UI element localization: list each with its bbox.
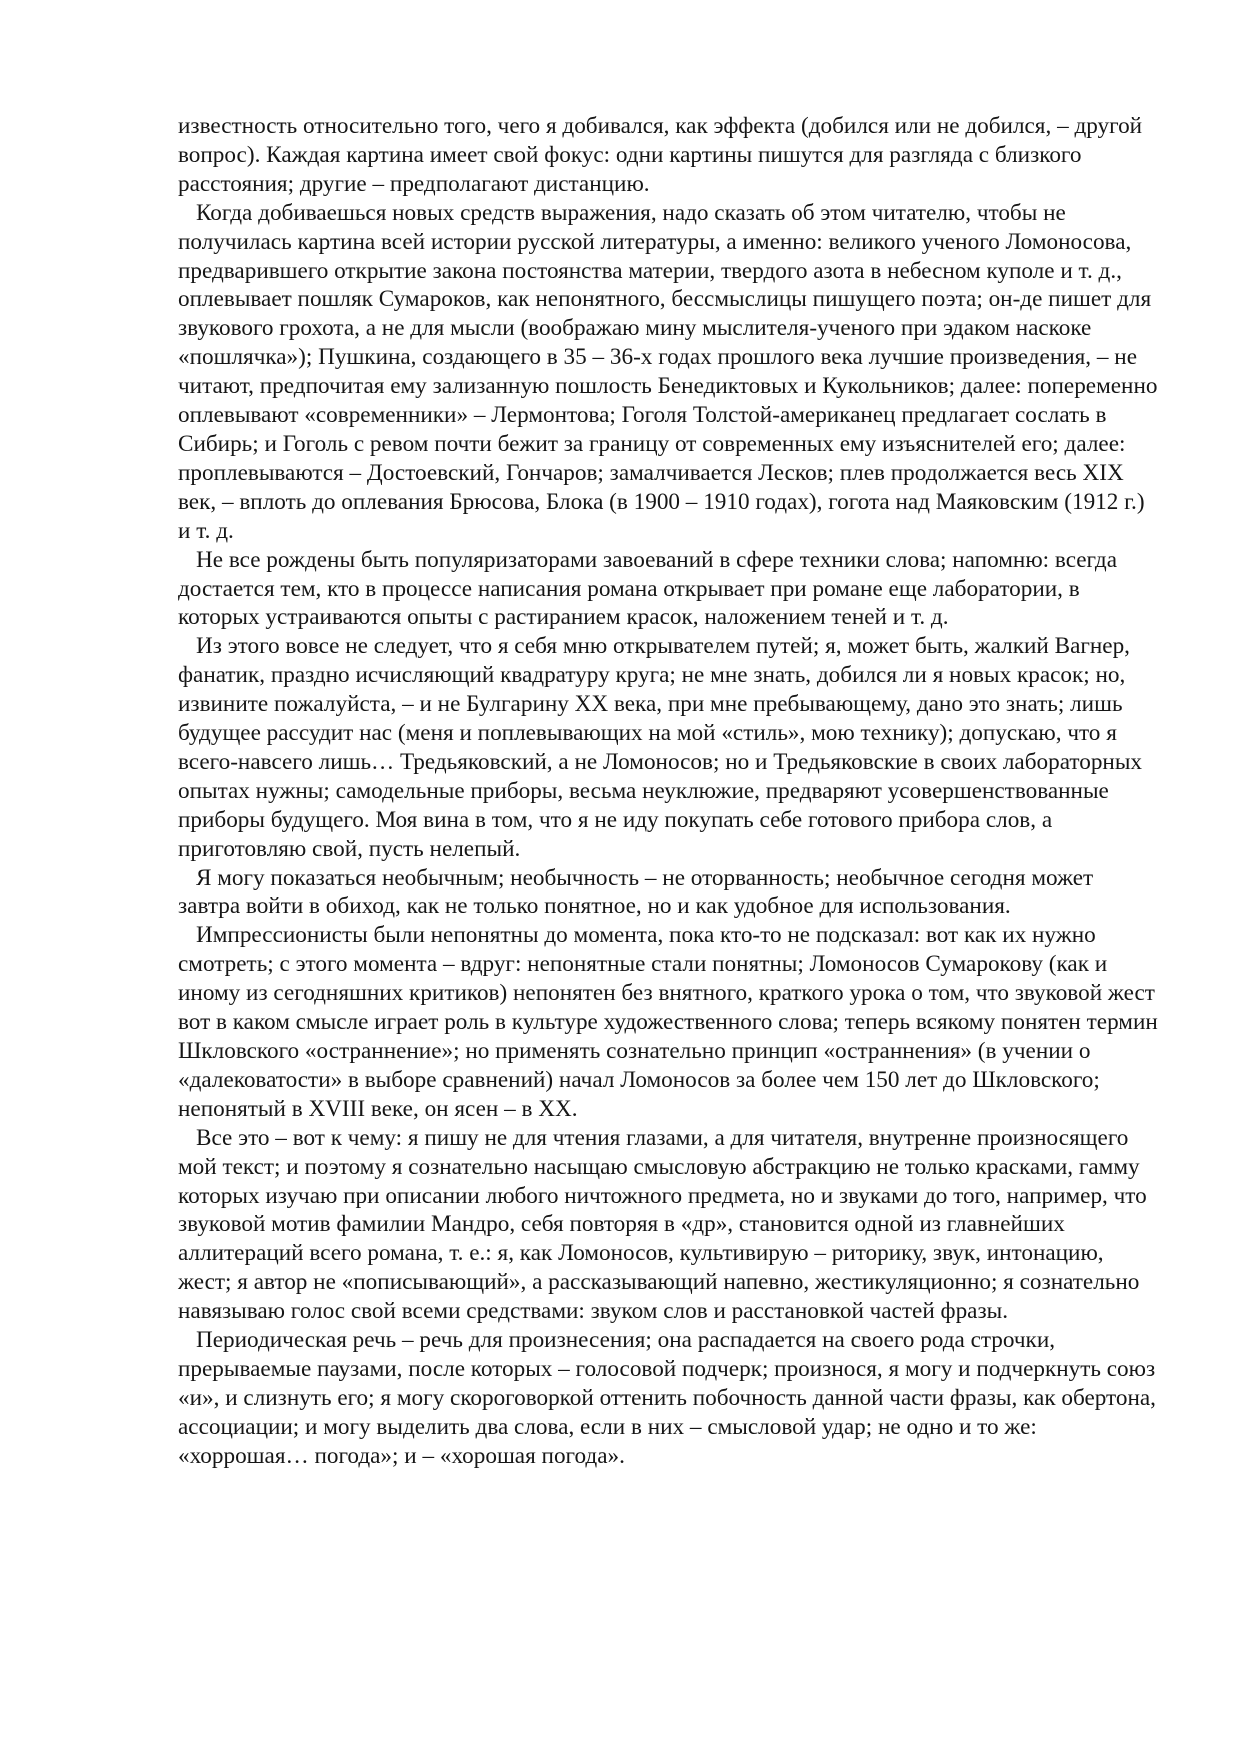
paragraph: Я могу показаться необычным; необычность – не оторванность; необычное сегодня может завтра войти в обиход, как не только понятное, но и как удобное для использования. bbox=[178, 864, 1094, 920]
paragraph: Все это – вот к чему: я пишу не для чтения глазами, а для читателя, внутренне произносящего мой текст; и поэтому я сознательно насыщаю смысловую абстракцию не только красками, гамму которых изучаю при описании любого ничтожного предмета, но и звуками до того, например, что звуковой мотив фамилии Мандро, себя повторяя в «др», становится одной из главнейших аллитераций всего романа, т. е.: я, как Ломоносов, культивирую – риторику, звук, интонацию, жест; я автор не «пописывающий», а рассказывающий напевно, жестикуляционно; я сознательно навязываю голос свой всеми средствами: звуком слов и расстановкой частей фразы. bbox=[178, 1124, 1147, 1325]
paragraph: Периодическая речь – речь для произнесения; она распадается на своего рода строчки, прерываемые паузами, после которых – голосовой подчерк; произнося, я могу и подчеркнуть союз «и», и слизнуть его; я могу скороговоркой оттенить побочность данной части фразы, как обертона, ассоциации; и могу выделить два слова, если в них – смысловой удар; не одно и то же: «хоррошая… погода»; и – «хорошая погода». bbox=[178, 1327, 1156, 1469]
paragraph: Когда добиваешься новых средств выражения, надо сказать об этом читателю, чтобы не получилась картина всей истории русской литературы, а именно: великого ученого Ломоносова, предварившего открытие закона постоянства материи, твердого азота в небесном куполе и т. д., оплевывает пошляк Сумароков, как непонятного, бессмыслицы пишущего поэта; он-де пишет для звукового грохота, а не для мысли (воображаю мину мыслителя-ученого при эдаком наскоке «пошлячка»); Пушкина, создающего в 35 – 36-х годах прошлого века лучшие произведения, – не читают, предпочитая ему зализанную пошлость Бенедиктовых и Кукольников; далее: попеременно оплевывают «современники» – Лермонтова; Гоголя Толстой-американец предлагает сослать в Сибирь; и Гоголь с ревом почти бежит за границу от современных ему изъяснителей его; далее: проплевываются – Достоевский, Гончаров; замалчивается Лесков; плев продолжается весь XIX век, – вплоть до оплевания Брюсова, Блока (в 1900 – 1910 годах), гогота над Маяковским (1912 г.) и т. д. bbox=[178, 199, 1158, 544]
document-page bbox=[178, 112, 1158, 1471]
paragraph-continuation: известность относительно того, чего я добивался, как эффекта (добился или не добился, – другой вопрос). Каждая картина имеет свой фокус: одни картины пишутся для разгляда с близкого расстояния; другие – предполагают дистанцию. bbox=[178, 113, 1143, 197]
paragraph: Импрессионисты были непонятны до момента, пока кто-то не подсказал: вот как их нужно смотреть; с этого момента – вдруг: непонятные стали понятны; Ломоносов Сумарокову (как и иному из сегодняшних критиков) непонятен без внятного, краткого урока о том, что звуковой жест вот в каком смысле играет роль в культуре художественного слова; теперь всякому понятен термин Шкловского «остраннение»; но применять сознательно принцип «остраннения» (в учении о «далековатости» в выборе сравнений) начал Ломоносов за более чем 150 лет до Шкловского; непонятый в XVIII веке, он ясен – в XX. bbox=[178, 922, 1158, 1122]
paragraph: Из этого вовсе не следует, что я себя мню открывателем путей; я, может быть, жалкий Вагнер, фанатик, праздно исчисляющий квадратуру круга; не мне знать, добился ли я новых красок; но, извините пожалуйста, – и не Булгарину XX века, при мне пребывающему, дано это знать; лишь будущее рассудит нас (меня и поплевывающих на мой «стиль», мою технику); допускаю, что я всего-навсего лишь… Тредьяковский, а не Ломоносов; но и Тредьяковские в своих лабораторных опытах нужны; самодельные приборы, весьма неуклюжие, предваряют усовершенствованные приборы будущего. Моя вина в том, что я не иду покупать себе готового прибора слов, а приготовляю свой, пусть нелепый. bbox=[178, 633, 1142, 862]
paragraph: Не все рождены быть популяризаторами завоеваний в сфере техники слова; напомню: всегда достается тем, кто в процессе написания романа открывает при романе еще лаборатории, в которых устраиваются опыты с растиранием красок, наложением теней и т. д. bbox=[178, 546, 1117, 631]
